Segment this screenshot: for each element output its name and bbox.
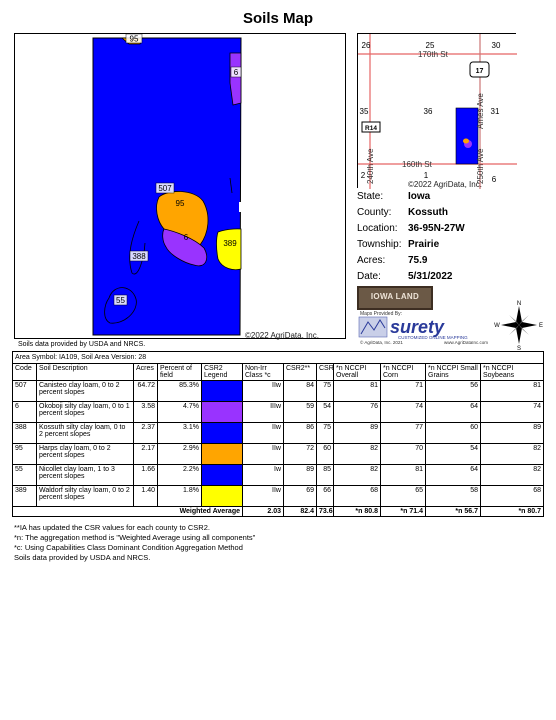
- cell-code: 95: [13, 444, 37, 465]
- cell-corn: 71: [381, 381, 426, 402]
- info-county: [357, 207, 448, 218]
- col-header: CSR: [317, 364, 334, 381]
- cell-soy: 68: [481, 486, 544, 507]
- section-number: 26: [361, 41, 371, 50]
- cell-class: IIIw: [243, 402, 284, 423]
- table-row: [13, 465, 544, 486]
- info-township: [357, 239, 439, 250]
- cell-corn: 77: [381, 423, 426, 444]
- cell-soy: 89: [481, 423, 544, 444]
- cell-small: 64: [426, 402, 481, 423]
- col-header: Soil Description: [37, 364, 134, 381]
- cell-pct: 3.1%: [158, 423, 202, 444]
- surety-footer-right: www.AgriDataInc.com: [443, 340, 488, 345]
- section-number: 1: [423, 171, 429, 180]
- cell-acres: 2.17: [134, 444, 158, 465]
- cell-csr2: 72: [284, 444, 317, 465]
- cell-corn: 81: [381, 465, 426, 486]
- col-header: Non-Irr Class *c: [243, 364, 284, 381]
- cell-code: 55: [13, 465, 37, 486]
- cell-pct: 4.7%: [158, 402, 202, 423]
- iowa-land-logo-text: IOWA LAND: [370, 292, 420, 301]
- table-row: [13, 444, 544, 465]
- map-label: 6: [183, 233, 189, 242]
- compass-n: N: [516, 301, 522, 307]
- cell-desc: Nicollet clay loam, 1 to 3 percent slopes: [37, 465, 134, 486]
- info-label: Location:: [357, 223, 398, 234]
- table-header-row: [13, 364, 544, 381]
- cell-code: 389: [13, 486, 37, 507]
- avg-overall: *n 80.8: [334, 507, 381, 517]
- cell-class: IIw: [243, 444, 284, 465]
- col-header: Acres: [134, 364, 158, 381]
- csr2-legend-swatch: [202, 486, 243, 507]
- cell-corn: 70: [381, 444, 426, 465]
- highway-shield-17: 17: [475, 68, 484, 75]
- map-label: 95: [129, 34, 139, 44]
- cell-csr2: 89: [284, 465, 317, 486]
- cell-overall: 76: [334, 402, 381, 423]
- cell-code: 6: [13, 402, 37, 423]
- csr2-legend-swatch: [202, 381, 243, 402]
- map-label-box: [239, 202, 244, 212]
- info-acres: [357, 255, 427, 266]
- cell-csr: 60: [317, 444, 334, 465]
- soils-data-note: Soils data provided by USDA and NRCS.: [18, 341, 146, 348]
- info-value: Prairie: [408, 239, 440, 250]
- cell-pct: 1.8%: [158, 486, 202, 507]
- cell-overall: 81: [334, 381, 381, 402]
- col-header: CSR2 Legend: [202, 364, 243, 381]
- compass-s: S: [516, 346, 522, 352]
- cell-acres: 64.72: [134, 381, 158, 402]
- cell-small: 60: [426, 423, 481, 444]
- locator-map: [357, 33, 516, 188]
- cell-class: IIw: [243, 486, 284, 507]
- area-symbol: Area Symbol: IA109, Soil Area Version: 28: [13, 352, 544, 364]
- section-number: 30: [491, 41, 501, 50]
- cell-pct: 2.9%: [158, 444, 202, 465]
- section-number: 35: [359, 107, 369, 116]
- cell-overall: 68: [334, 486, 381, 507]
- cell-corn: 74: [381, 402, 426, 423]
- surety-footer: [360, 340, 488, 345]
- map-label: 388: [132, 252, 146, 261]
- compass-rose-icon: [495, 300, 543, 350]
- surety-footer-left: © AgriData, Inc. 2021: [360, 340, 403, 345]
- csr2-legend-swatch: [202, 423, 243, 444]
- info-label: Acres:: [357, 255, 386, 266]
- cell-class: IIw: [243, 381, 284, 402]
- cell-csr2: 86: [284, 423, 317, 444]
- cell-class: Iw: [243, 465, 284, 486]
- cell-class: IIw: [243, 423, 284, 444]
- info-label: State:: [357, 191, 384, 202]
- surety-map-icon: [359, 317, 387, 337]
- col-header: CSR2**: [284, 364, 317, 381]
- locator-copyright: ©2022 AgriData, Inc.: [408, 180, 482, 189]
- cell-csr: 85: [317, 465, 334, 486]
- col-header: *n NCCPI Corn: [381, 364, 426, 381]
- table-area-row: [13, 352, 544, 364]
- soils-map: [14, 33, 346, 339]
- info-value: 75.9: [408, 255, 428, 266]
- footnote: *n: The aggregation method is "Weighted Average using all components": [14, 533, 256, 542]
- cell-corn: 65: [381, 486, 426, 507]
- road-label: Ames Ave: [476, 93, 485, 129]
- col-header: *n NCCPI Overall: [334, 364, 381, 381]
- cell-csr2: 84: [284, 381, 317, 402]
- cell-pct: 2.2%: [158, 465, 202, 486]
- col-header: *n NCCPI Soybeans: [481, 364, 544, 381]
- cell-csr: 54: [317, 402, 334, 423]
- footnote: Soils data provided by USDA and NRCS.: [14, 553, 151, 562]
- compass-w: W: [494, 323, 500, 329]
- cell-desc: Harps clay loam, 0 to 2 percent slopes: [37, 444, 134, 465]
- info-label: Date:: [357, 271, 381, 282]
- avg-corn: *n 71.4: [381, 507, 426, 517]
- footnote: *c: Using Capabilities Class Dominant Condition Aggregation Method: [14, 543, 243, 552]
- cell-small: 58: [426, 486, 481, 507]
- cell-overall: 82: [334, 465, 381, 486]
- cell-overall: 89: [334, 423, 381, 444]
- info-label: County:: [357, 207, 392, 218]
- avg-csr: 73.6: [317, 507, 334, 517]
- footnotes: [14, 523, 255, 563]
- soils-table: [12, 351, 544, 517]
- cell-soy: 82: [481, 444, 544, 465]
- surety-tagline: CUSTOMIZED ONLINE MAPPING: [398, 335, 468, 340]
- cell-small: 64: [426, 465, 481, 486]
- cell-csr: 75: [317, 381, 334, 402]
- info-value: Iowa: [408, 191, 431, 202]
- section-number: 36: [423, 107, 433, 116]
- section-number: 2: [360, 171, 366, 180]
- info-value: 36-95N-27W: [408, 223, 465, 234]
- avg-class: 2.03: [243, 507, 284, 517]
- cell-acres: 3.58: [134, 402, 158, 423]
- road-label: 170th St: [418, 50, 448, 59]
- info-label: Township:: [357, 239, 402, 250]
- map-label: 507: [158, 184, 172, 193]
- cell-small: 54: [426, 444, 481, 465]
- cell-csr2: 69: [284, 486, 317, 507]
- cell-csr: 66: [317, 486, 334, 507]
- table-row: [13, 381, 544, 402]
- road-label: 250th Ave: [476, 148, 485, 184]
- cell-soy: 74: [481, 402, 544, 423]
- cell-soy: 82: [481, 465, 544, 486]
- cell-acres: 1.40: [134, 486, 158, 507]
- info-state: [357, 191, 430, 202]
- info-location: [357, 223, 465, 234]
- section-number: 31: [490, 107, 500, 116]
- footnote: **IA has updated the CSR values for each county to CSR2.: [14, 523, 210, 532]
- cell-csr2: 59: [284, 402, 317, 423]
- locator-map-svg: [358, 34, 517, 189]
- avg-soy: *n 80.7: [481, 507, 544, 517]
- map-label: 55: [116, 296, 125, 305]
- csr2-legend-swatch: [202, 444, 243, 465]
- map-unit-6-top: [230, 53, 241, 105]
- info-value: Kossuth: [408, 207, 448, 218]
- map-label: 6: [233, 68, 239, 77]
- info-date: [357, 271, 453, 282]
- info-value: 5/31/2022: [408, 271, 453, 282]
- cell-pct: 85.3%: [158, 381, 202, 402]
- col-header: Percent of field: [158, 364, 202, 381]
- avg-small: *n 56.7: [426, 507, 481, 517]
- cell-small: 56: [426, 381, 481, 402]
- csr2-legend-swatch: [202, 465, 243, 486]
- weighted-average-row: [13, 507, 544, 517]
- surety-brand: surety: [390, 317, 445, 337]
- weighted-average-label: Weighted Average: [13, 507, 243, 517]
- cell-desc: Okoboji silty clay loam, 0 to 1 percent slopes: [37, 402, 134, 423]
- map-label: 95: [175, 199, 185, 208]
- maps-provided-by: Maps Provided By:: [360, 311, 402, 317]
- map-label: 389: [223, 239, 237, 248]
- cell-code: 388: [13, 423, 37, 444]
- surety-logo: [358, 316, 486, 340]
- cell-code: 507: [13, 381, 37, 402]
- cell-overall: 82: [334, 444, 381, 465]
- cell-acres: 2.37: [134, 423, 158, 444]
- compass-e: E: [538, 323, 544, 329]
- table-row: [13, 486, 544, 507]
- cell-csr: 75: [317, 423, 334, 444]
- cell-acres: 1.66: [134, 465, 158, 486]
- section-number: 6: [491, 175, 497, 184]
- avg-csr2: 82.4: [284, 507, 317, 517]
- cell-desc: Kossuth silty clay loam, 0 to 2 percent slopes: [37, 423, 134, 444]
- csr2-legend-swatch: [202, 402, 243, 423]
- map-copyright: ©2022 AgriData, Inc.: [245, 331, 319, 340]
- road-label: 160th St: [402, 160, 432, 169]
- highway-shield-r14: R14: [365, 125, 377, 132]
- col-header: Code: [13, 364, 37, 381]
- cell-desc: Waldorf silty clay loam, 0 to 2 percent slopes: [37, 486, 134, 507]
- section-number: 25: [425, 41, 435, 50]
- road-label: 240th Ave: [366, 148, 375, 184]
- cell-soy: 81: [481, 381, 544, 402]
- page-title: Soils Map: [242, 10, 313, 27]
- table-row: [13, 402, 544, 423]
- col-header: *n NCCPI Small Grains: [426, 364, 481, 381]
- table-row: [13, 423, 544, 444]
- cell-desc: Canisteo clay loam, 0 to 2 percent slopes: [37, 381, 134, 402]
